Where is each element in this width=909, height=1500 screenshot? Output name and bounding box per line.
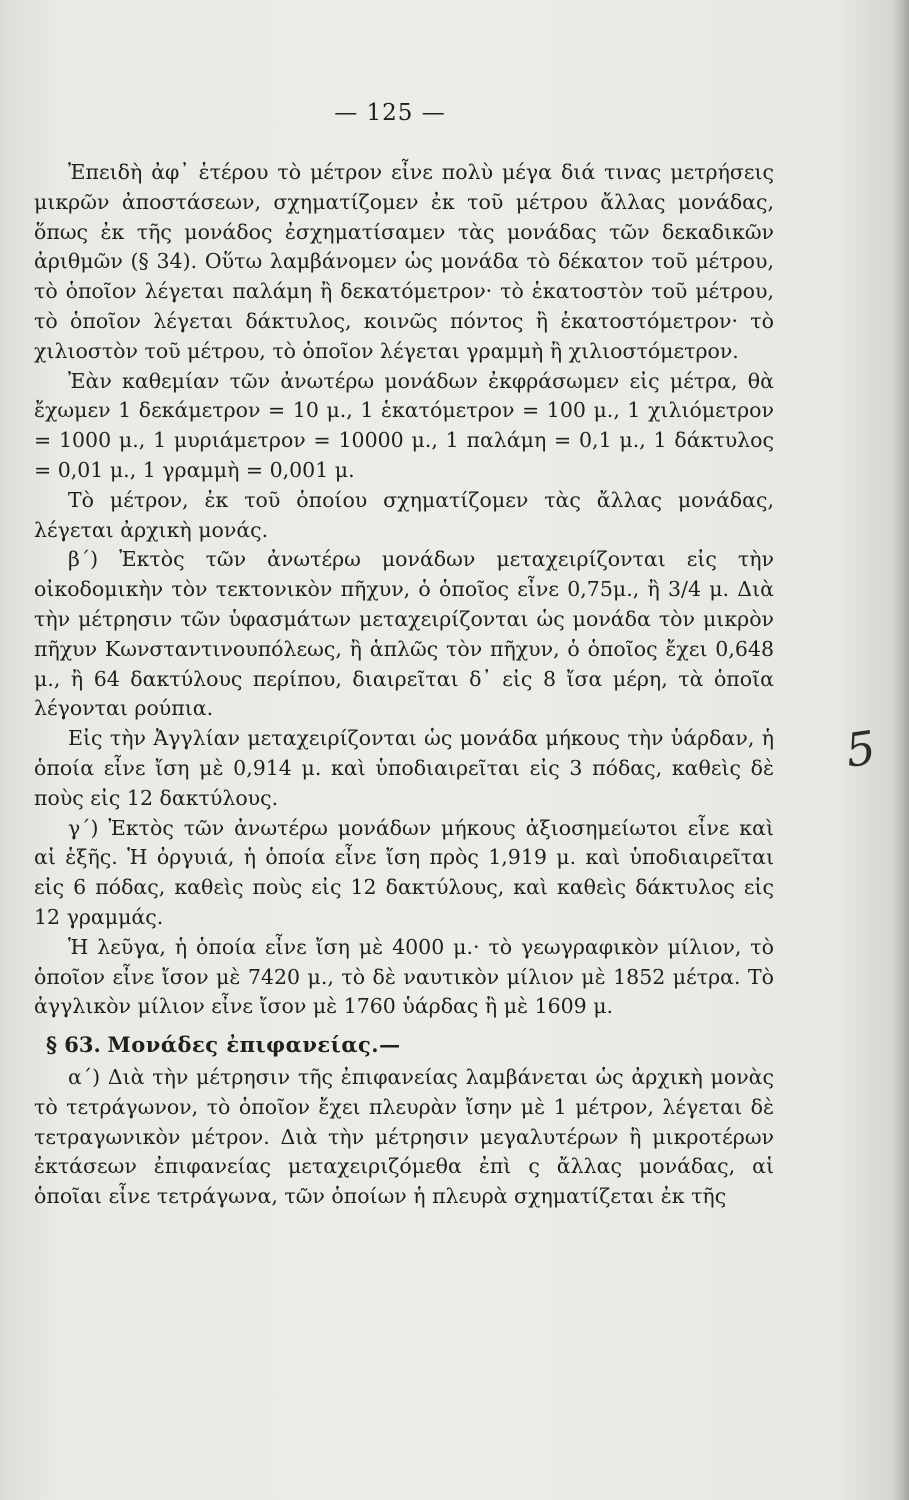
paragraph-2: Ἐὰν καθεμίαν τῶν ἀνωτέρω μονάδων ἐκφράσωμεν εἰς μέτρα, θὰ ἔχωμεν 1 δεκάμετρον = 10 μ., 1 ἑκατόμετρον = 100 μ., 1 χιλιόμετρον = 1000 μ., 1 μυριάμετρον = 10000 μ., 1 παλάμη = 0,1 μ., 1 δάκτυλος = 0,01 μ., 1 γραμμὴ = 0,001 μ. (34, 368, 774, 482)
paragraph-1: Ἐπειδὴ ἀφ᾽ ἑτέρου τὸ μέτρον εἶνε πολὺ μέγα διά τινας μετρήσεις μικρῶν ἀποστάσεων, σχηματίζομεν ἐκ τοῦ μέτρου ἄλλας μονάδας, ὅπως ἐκ τῆς μονάδος ἐσχηματίσαμεν τὰς μονάδας τῶν δεκαδικῶν ἀριθμῶν (§ 34). Οὕτω λαμβάνομεν ὡς μονάδα τὸ δέκατον τοῦ μέτρου, τὸ ὁποῖον λέγεται παλάμη ἢ δεκατόμετρον· τὸ ἑκατοστὸν τοῦ μέτρου, τὸ ὁποῖον λέγεται δάκτυλος, κοινῶς πόντος ἢ ἑκατοστόμετρον· τὸ χιλιοστὸν τοῦ μέτρου, τὸ ὁποῖον λέγεται γραμμὴ ἢ χιλιοστόμετρον. (34, 160, 774, 363)
paragraph-5: Εἰς τὴν Ἀγγλίαν μεταχειρίζονται ὡς μονάδα μήκους τὴν ὑάρδαν, ἡ ὁποία εἶνε ἴση μὲ 0,914 μ. καὶ ὑποδιαιρεῖται εἰς 3 πόδας, καθεὶς δὲ ποὺς εἰς 12 δακτύλους. (34, 726, 774, 810)
section-number: § 63. (46, 1032, 101, 1058)
page-number: — 125 — (334, 100, 446, 126)
section-paragraph-1: α΄) Διὰ τὴν μέτρησιν τῆς ἐπιφανείας λαμβάνεται ὡς ἀρχικὴ μονὰς τὸ τετράγωνον, τὸ ὁποῖον ἔχει πλευρὰν ἴσην μὲ 1 μέτρον, λέγεται δὲ τετραγωνικὸν μέτρον. Διὰ τὴν μέτρησιν μεγαλυτέρων ἢ μικροτέρων ἐκτάσεων ἐπιφανείας μεταχειριζόμεθα ἐπὶ ς ἄλλας μονάδας, αἱ ὁποῖαι εἶνε τετράγωνα, τῶν ὁποίων ἡ πλευρὰ σχηματίζεται ἐκ τῆς (34, 1064, 774, 1209)
paragraph-6: γ΄) Ἐκτὸς τῶν ἀνωτέρω μονάδων μήκους ἀξιοσημείωτοι εἶνε καὶ αἱ ἑξῆς. Ἡ ὀργυιά, ἡ ὁποία εἶνε ἴση πρὸς 1,919 μ. καὶ ὑποδιαιρεῖται εἰς 6 πόδας, καθεὶς ποὺς εἰς 12 δακτύλους, καὶ καθεὶς δάκτυλος εἰς 12 γραμμάς. (34, 815, 774, 929)
body-text (34, 158, 774, 1212)
paragraph-3: Τὸ μέτρον, ἐκ τοῦ ὁποίου σχηματίζομεν τὰς ἄλλας μονάδας, λέγεται ἀρχικὴ μονάς. (34, 487, 774, 542)
section-title: Μονάδες ἐπιφανείας.— (107, 1032, 401, 1058)
handwritten-margin-note: 5 (842, 720, 879, 778)
paragraph-4: β΄) Ἐκτὸς τῶν ἀνωτέρω μονάδων μεταχειρίζονται εἰς τὴν οἰκοδομικὴν τὸν τεκτονικὸν πῆχυν, ὁ ὁποῖος εἶνε 0,75μ., ἢ 3/4 μ. Διὰ τὴν μέτρησιν τῶν ὑφασμάτων μεταχειρίζονται ὡς μονάδα τὸν μικρὸν πῆχυν Κωνσταντινουπόλεως, ἢ ἁπλῶς τὸν πῆχυν, ὁ ὁποῖος ἔχει 0,648 μ., ἢ 64 δακτύλους περίπου, διαιρεῖται δ᾽ εἰς 8 ἴσα μέρη, τὰ ὁποῖα λέγονται ρούπια. (34, 547, 774, 721)
paragraph-7: Ἡ λεῦγα, ἡ ὁποία εἶνε ἴση μὲ 4000 μ.· τὸ γεωγραφικὸν μίλιον, τὸ ὁποῖον εἶνε ἴσον μὲ 7420 μ., τὸ δὲ ναυτικὸν μίλιον μὲ 1852 μέτρα. Τὸ ἀγγλικὸν μίλιον εἶνε ἴσον μὲ 1760 ὑάρδας ἢ μὲ 1609 μ. (34, 934, 774, 1019)
page-edge-shadow (891, 0, 909, 1500)
section-heading (34, 1030, 774, 1061)
